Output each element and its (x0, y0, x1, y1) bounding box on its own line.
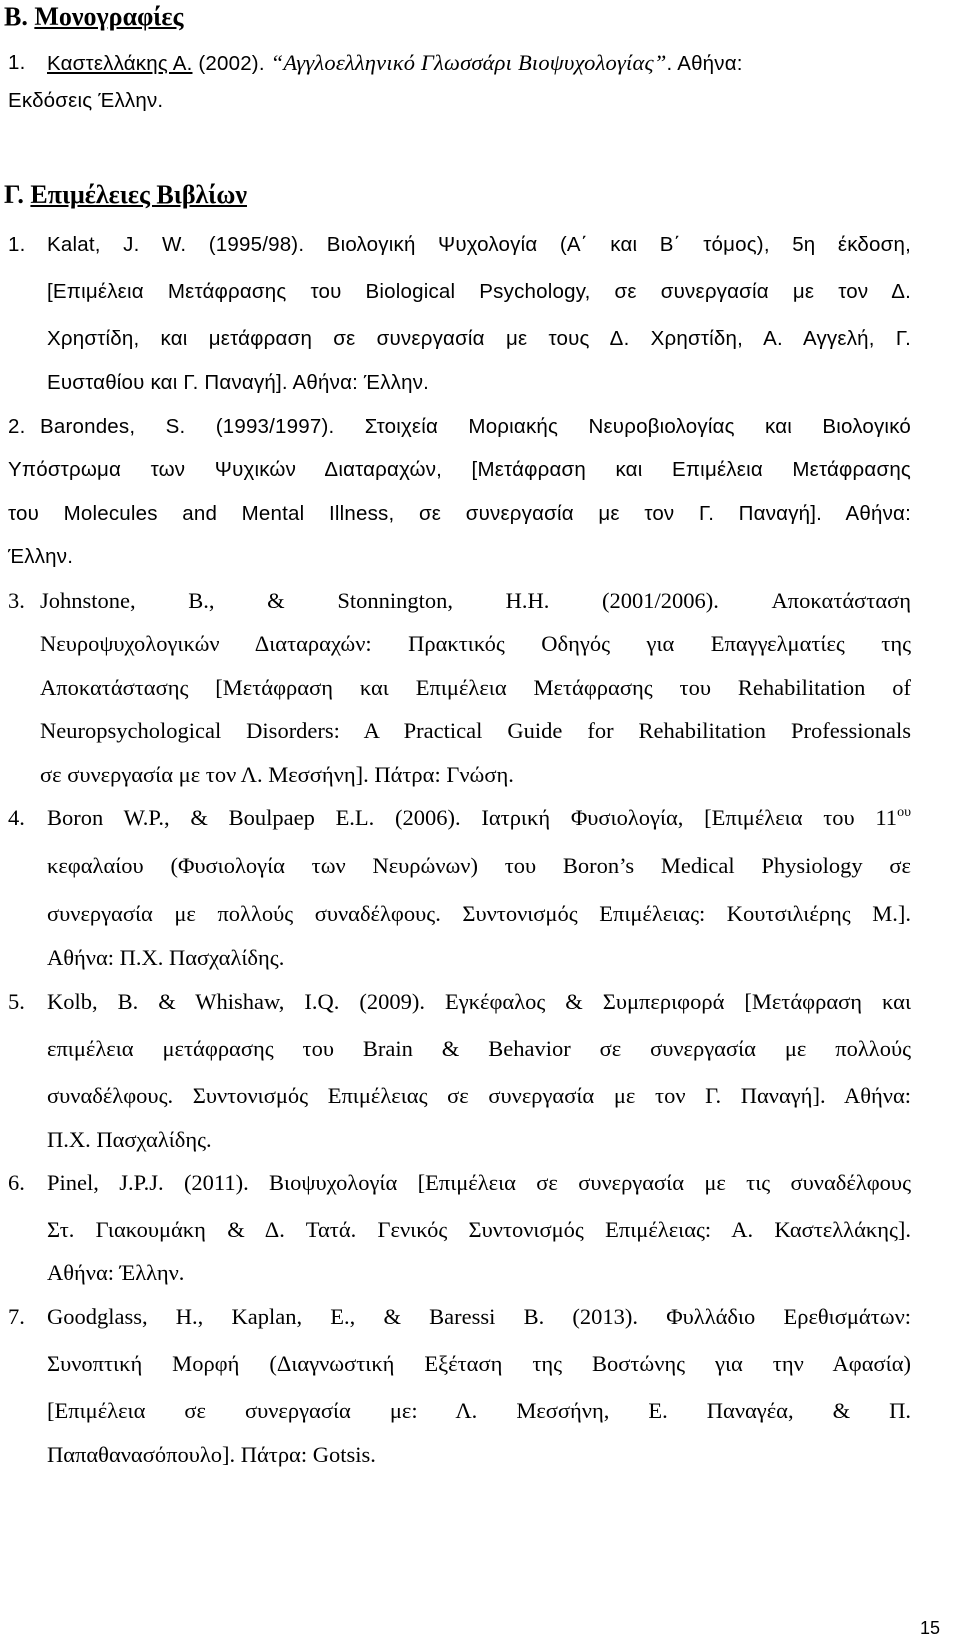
reference-line: Στ. Γιακουμάκη & Δ. Τατά. Γενικός Συντονισμός Επιμέλειας: Α. Καστελλάκης]. (47, 1217, 911, 1242)
reference-line: Goodglass, H., Kaplan, E., & Baressi B. (2013). Φυλλάδιο Ερεθισμάτων: (47, 1304, 911, 1329)
list-number: 1. (8, 51, 26, 74)
reference-authors: Καστελλάκης Α. (47, 52, 193, 75)
reference-line: Έλλην. (8, 545, 74, 568)
list-number: 5. (8, 989, 25, 1014)
section-title: Επιμέλειες Βιβλίων (30, 180, 247, 209)
reference-line: Συνοπτική Μορφή (Διαγνωστική Εξέταση της Βοστώνης για την Αφασία) (47, 1351, 911, 1376)
section-letter: Γ. (4, 180, 24, 209)
reference-title: “Αγγλοελληνικό Γλωσσάρι Βιοψυχολογίας” (270, 50, 667, 75)
list-number: 4. (8, 805, 25, 830)
reference-line: Αθήνα: Π.Χ. Πασχαλίδης. (47, 945, 285, 970)
list-number: 2. (8, 415, 26, 438)
list-number: 7. (8, 1304, 25, 1329)
reference-line: Neuropsychological Disorders: A Practical Guide for Rehabilitation Professionals (40, 718, 911, 743)
reference-line: Εκδόσεις Έλλην. (8, 89, 164, 112)
reference-year: (2002). (192, 52, 271, 75)
reference-line: Kolb, B. & Whishaw, I.Q. (2009). Εγκέφαλος & Συμπεριφορά [Μετάφραση και (47, 989, 911, 1014)
reference-line: Νευροψυχολογικών Διαταραχών: Πρακτικός Οδηγός για Επαγγελματίες της (40, 631, 911, 656)
reference-line: Αθήνα: Έλλην. (47, 1260, 185, 1285)
reference-line: κεφαλαίου (Φυσιολογία των Νευρώνων) του Boron’s Medical Physiology σε (47, 853, 911, 878)
reference-line: Παπαθανασόπουλο]. Πάτρα: Gotsis. (47, 1442, 376, 1467)
reference-line (47, 46, 911, 81)
section-heading-editions (4, 180, 247, 210)
reference-line: συνεργασία με πολλούς συναδέλφους. Συντονισμός Επιμέλειας: Κουτσιλιέρης Μ.]. (47, 901, 911, 926)
reference-line: Ευσταθίου και Γ. Παναγή]. Αθήνα: Έλλην. (47, 371, 430, 394)
reference-line: Χρηστίδη, και μετάφραση σε συνεργασία με τους Δ. Χρηστίδη, Α. Αγγελή, Γ. (47, 327, 911, 350)
reference-line: επιμέλεια μετάφρασης του Brain & Behavior σε συνεργασία με πολλούς (47, 1036, 911, 1061)
reference-line: συναδέλφους. Συντονισμός Επιμέλειας σε συνεργασία με τον Γ. Παναγή]. Αθήνα: (47, 1083, 911, 1108)
reference-line: [Επιμέλεια Μετάφρασης του Biological Psychology, σε συνεργασία με τον Δ. (47, 280, 911, 303)
reference-line: Υπόστρωμα των Ψυχικών Διαταραχών, [Μετάφραση και Επιμέλεια Μετάφρασης (8, 458, 911, 481)
reference-text: Boron W.P., & Boulpaep E.L. (2006). Ιατρική Φυσιολογία, [Επιμέλεια του 11 (47, 805, 898, 830)
list-number: 1. (8, 233, 26, 256)
reference-rest: . Αθήνα: (666, 52, 743, 75)
reference-line: Johnstone, B., & Stonnington, H.H. (2001/2006). Αποκατάσταση (40, 588, 911, 613)
page-number: 15 (920, 1618, 941, 1638)
section-letter: Β. (4, 2, 28, 31)
list-number: 3. (8, 588, 25, 613)
reference-line: [Επιμέλεια σε συνεργασία με: Λ. Μεσσήνη, Ε. Παναγέα, & Π. (47, 1398, 911, 1423)
section-title: Μονογραφίες (34, 2, 184, 31)
reference-line: Barondes, S. (1993/1997). Στοιχεία Μοριακής Νευροβιολογίας και Βιολογικό (40, 415, 911, 438)
reference-line: Pinel, J.P.J. (2011). Βιοψυχολογία [Επιμέλεια σε συνεργασία με τις συναδέλφους (47, 1170, 911, 1195)
reference-line: Π.Χ. Πασχαλίδης. (47, 1127, 212, 1152)
reference-line: Kalat, J. W. (1995/98). Βιολογική Ψυχολογία (Α΄ και Β΄ τόμος), 5η έκδοση, (47, 233, 911, 256)
list-number: 6. (8, 1170, 25, 1195)
reference-line: του Molecules and Mental Illness, σε συνεργασία με τον Γ. Παναγή]. Αθήνα: (8, 502, 911, 525)
reference-line: σε συνεργασία με τον Λ. Μεσσήνη]. Πάτρα: Γνώση. (40, 762, 514, 787)
superscript: ου (897, 805, 911, 820)
reference-line: Αποκατάστασης [Μετάφραση και Επιμέλεια Μετάφρασης του Rehabilitation of (40, 675, 911, 700)
reference-line (47, 801, 911, 835)
section-heading-monographs (4, 2, 183, 32)
